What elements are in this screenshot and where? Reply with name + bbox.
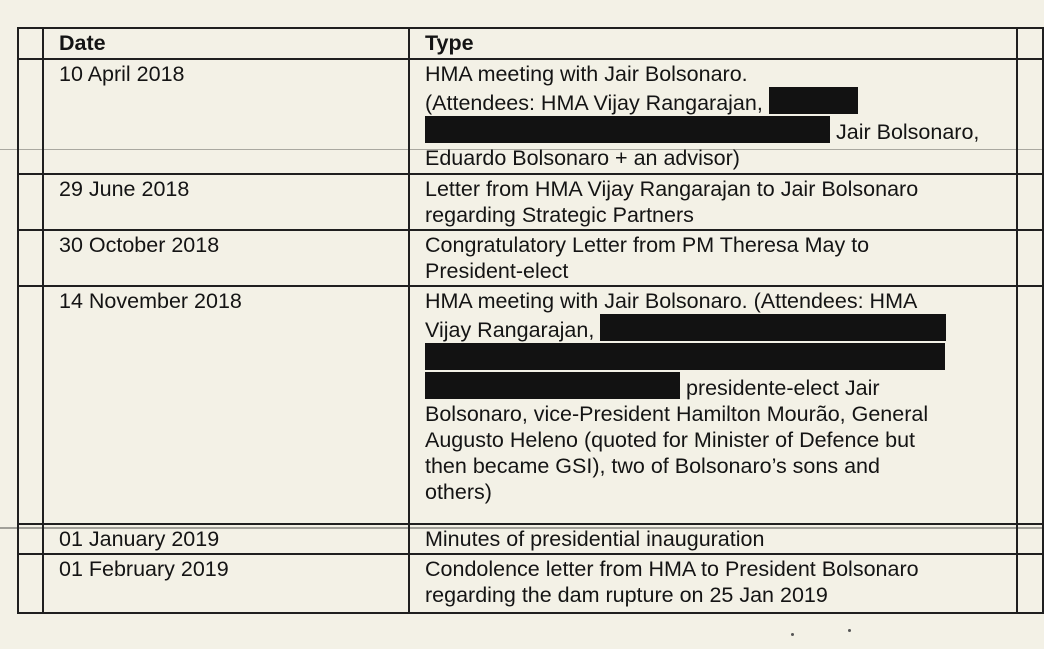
left-blank-cell <box>18 286 43 524</box>
text-line: Augusto Heleno (quoted for Minister of Defence but <box>425 428 916 452</box>
redaction-box <box>769 87 858 114</box>
scan-speck <box>848 629 851 632</box>
date-cell: 29 June 2018 <box>43 174 409 230</box>
text-line: others) <box>425 480 492 504</box>
right-blank-cell <box>1017 230 1043 286</box>
text-line: Bolsonaro, vice-President Hamilton Mourão, General <box>425 402 929 426</box>
document-table <box>17 27 1044 614</box>
header-date: Date <box>43 28 409 59</box>
scan-speck <box>791 633 794 636</box>
text-line: presidente-elect Jair <box>685 376 880 400</box>
text-line: then became GSI), two of Bolsonaro’s sons and <box>425 454 880 478</box>
right-blank-cell <box>1017 286 1043 524</box>
date-cell: 14 November 2018 <box>43 286 409 524</box>
date-cell: 01 February 2019 <box>43 554 409 613</box>
text-line-group <box>425 87 1006 116</box>
redaction-box <box>600 314 946 341</box>
text-line: HMA meeting with Jair Bolsonaro. <box>425 62 748 86</box>
table-row <box>18 524 1043 554</box>
text-line: Condolence letter from HMA to President Bolsonaro <box>425 557 919 581</box>
text-line-group <box>425 314 1006 343</box>
text-line-group <box>425 116 1006 145</box>
table-row <box>18 554 1043 613</box>
type-cell <box>409 230 1017 286</box>
text-line-group <box>425 372 1006 401</box>
left-blank-cell <box>18 524 43 554</box>
text-line: Minutes of presidential inauguration <box>425 527 765 551</box>
table-row <box>18 286 1043 524</box>
redaction-box <box>425 343 945 370</box>
redaction-box <box>425 372 680 399</box>
left-blank-cell <box>18 230 43 286</box>
text-line: regarding the dam rupture on 25 Jan 2019 <box>425 583 828 607</box>
text-line: Congratulatory Letter from PM Theresa May to <box>425 233 870 257</box>
right-blank-cell <box>1017 174 1043 230</box>
right-blank-cell <box>1017 28 1043 59</box>
header-type: Type <box>409 28 1017 59</box>
date-cell: 01 January 2019 <box>43 524 409 554</box>
redaction-box <box>425 116 830 143</box>
redaction-line <box>425 343 1006 372</box>
text-line: President-elect <box>425 259 569 283</box>
text-line: HMA meeting with Jair Bolsonaro. (Attendees: HMA <box>425 289 918 313</box>
left-blank-cell <box>18 59 43 174</box>
type-cell <box>409 174 1017 230</box>
type-cell <box>409 286 1017 524</box>
table-row <box>18 174 1043 230</box>
right-blank-cell <box>1017 554 1043 613</box>
text-line: Letter from HMA Vijay Rangarajan to Jair Bolsonaro <box>425 177 919 201</box>
right-blank-cell <box>1017 59 1043 174</box>
text-line: regarding Strategic Partners <box>425 203 694 227</box>
right-blank-cell <box>1017 524 1043 554</box>
type-cell <box>409 524 1017 554</box>
text-line: Vijay Rangarajan, <box>425 318 595 342</box>
text-line: Eduardo Bolsonaro + an advisor) <box>425 146 740 170</box>
table-header-row <box>18 28 1043 59</box>
left-blank-cell <box>18 28 43 59</box>
text-line: (Attendees: HMA Vijay Rangarajan, <box>425 91 763 115</box>
type-cell <box>409 554 1017 613</box>
type-cell <box>409 59 1017 174</box>
date-cell: 30 October 2018 <box>43 230 409 286</box>
left-blank-cell <box>18 554 43 613</box>
table-row <box>18 59 1043 174</box>
left-blank-cell <box>18 174 43 230</box>
table-row <box>18 230 1043 286</box>
text-line: Jair Bolsonaro, <box>835 120 980 144</box>
date-cell: 10 April 2018 <box>43 59 409 174</box>
